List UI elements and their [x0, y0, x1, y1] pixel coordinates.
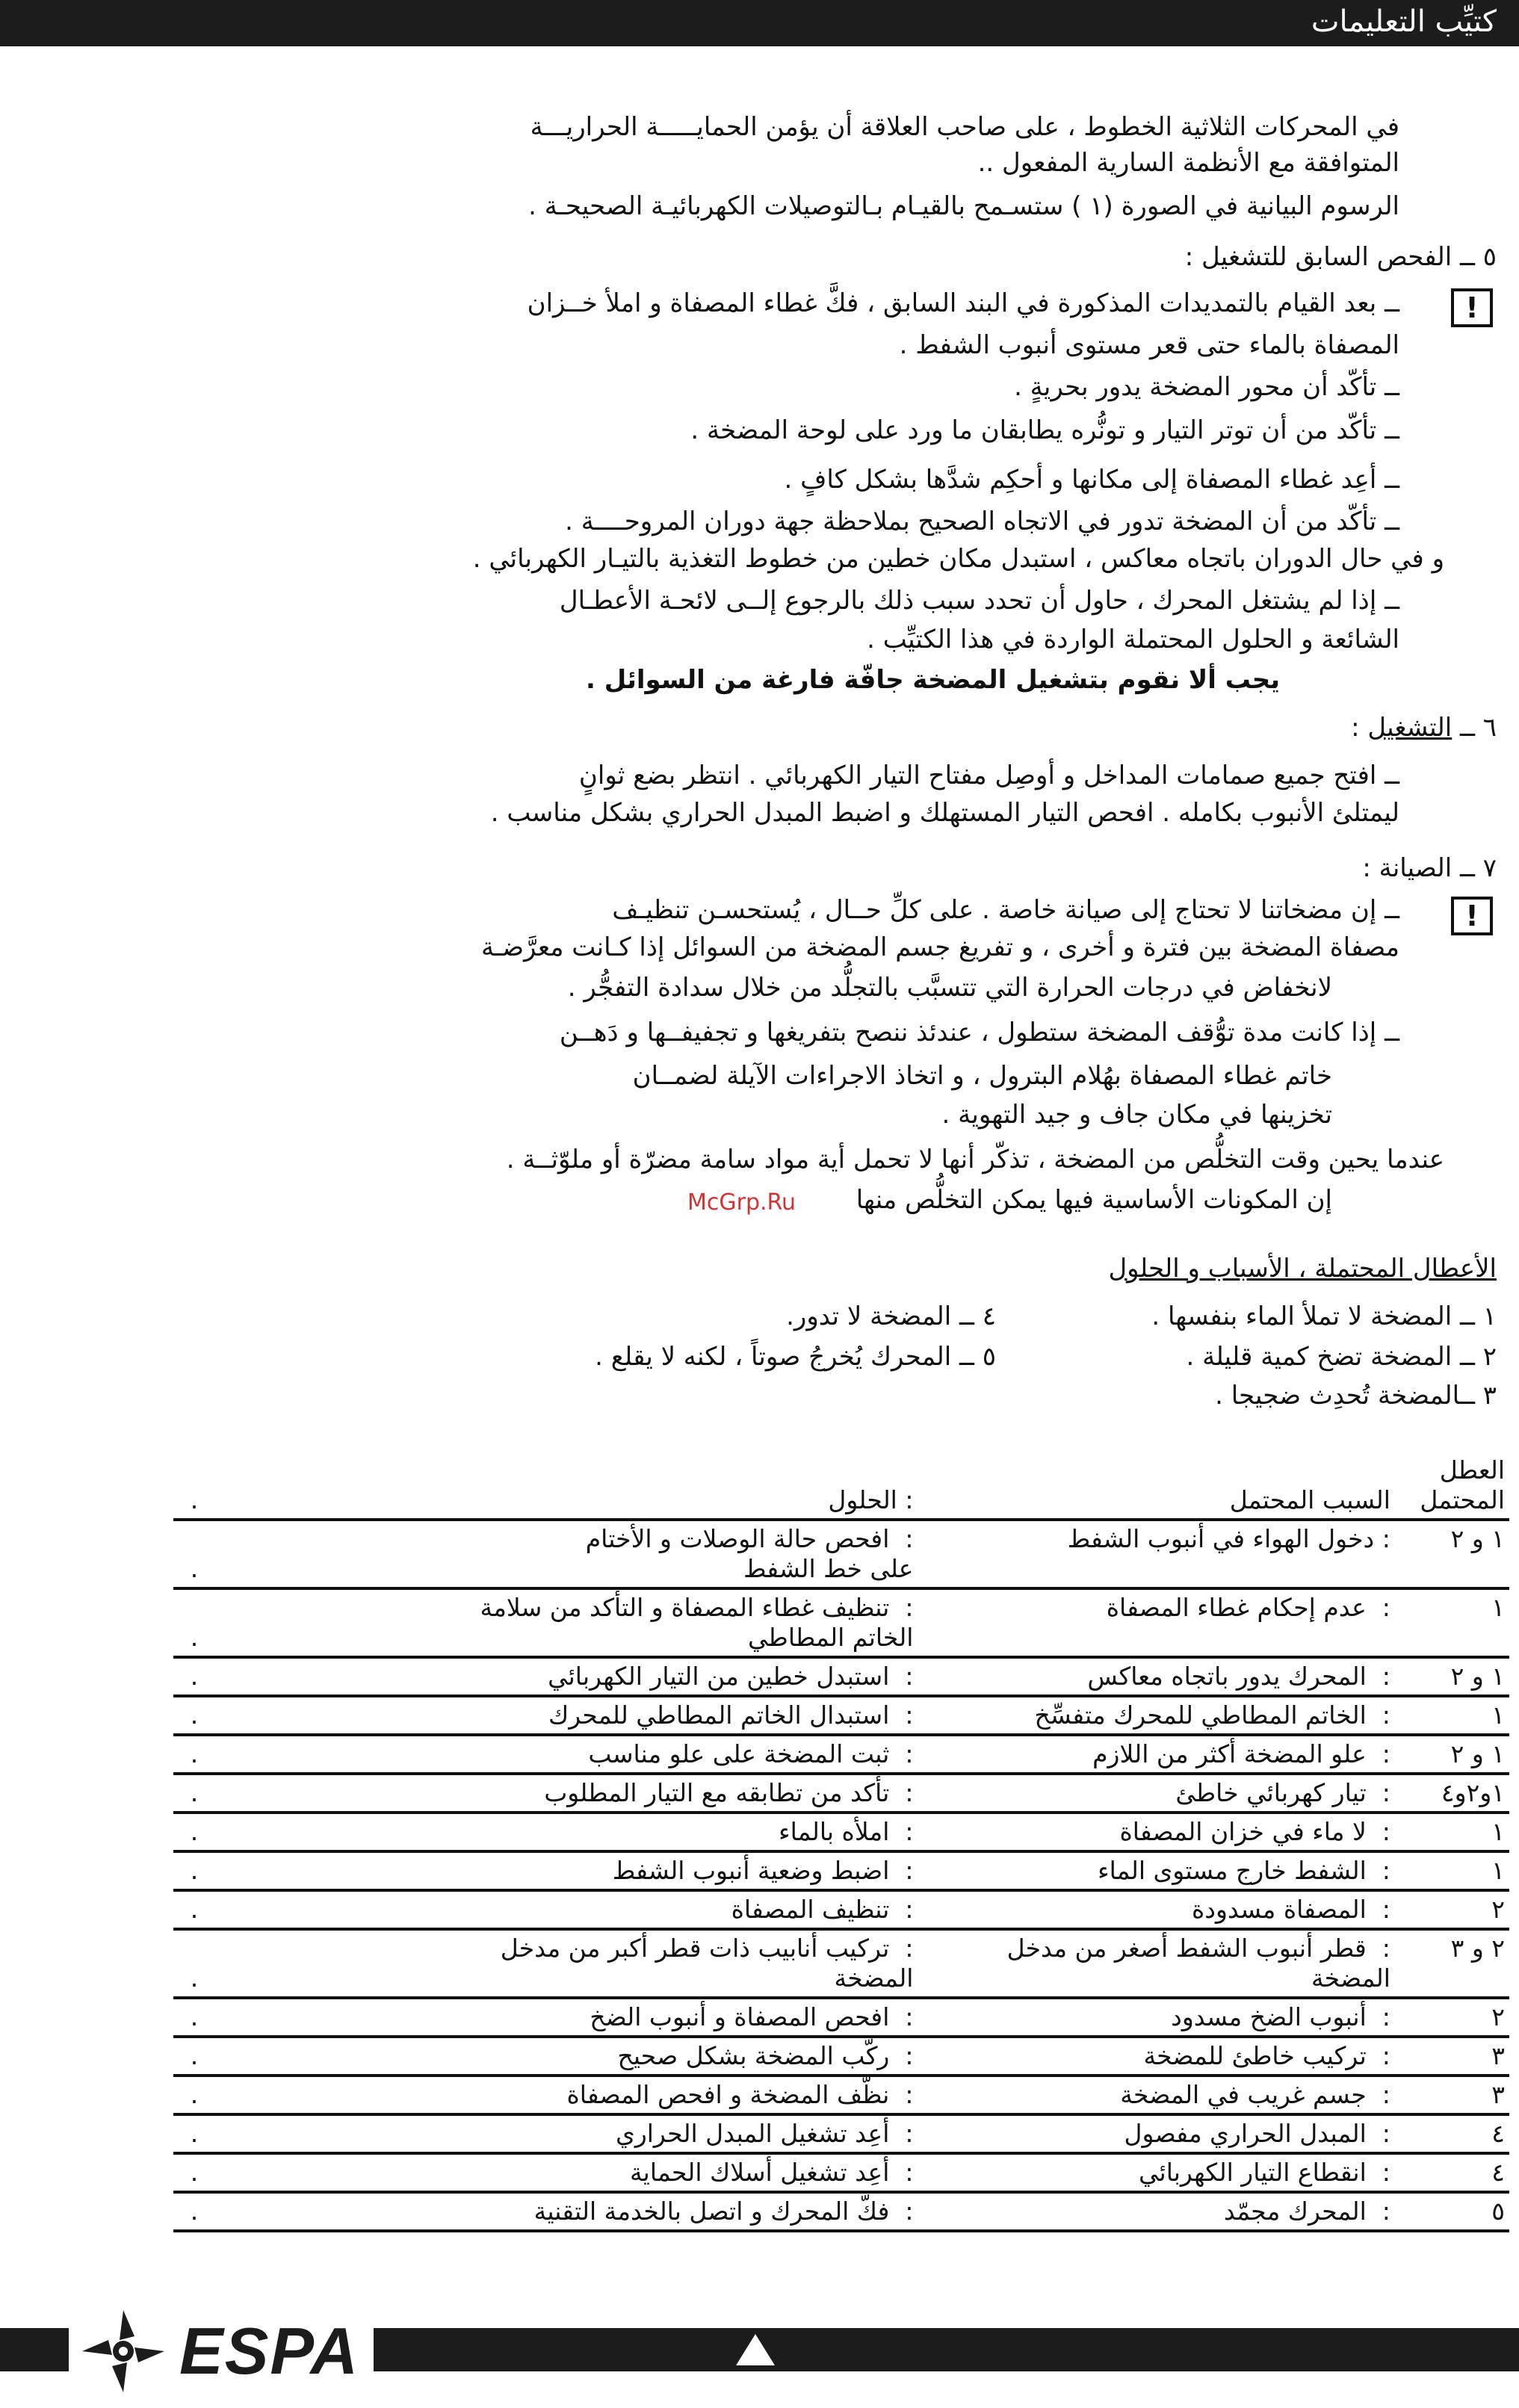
footer-bar-left [0, 2328, 69, 2371]
section6-line-2: ليمتلئ الأنبوب بكامله . افحص التيار المستهلك و اضبط المبدل الحراري بشكل مناسب . [490, 798, 1399, 828]
fault-cell: ١ [1395, 1851, 1509, 1890]
table-row [173, 1735, 1509, 1774]
table-row [173, 1998, 1509, 2037]
dot-cell: . [173, 1735, 215, 1774]
cause-cell: : المحرك مجمّد [918, 2192, 1394, 2231]
section7-line-4: ــ إذا كانت مدة توُّقف المضخة ستطول ، عندئذ ننصح بتفريغها و تجفيفــها و دَهــن [559, 1018, 1399, 1047]
cause-cell: : لا ماء في خزان المصفاة [918, 1813, 1394, 1851]
table-row [173, 1696, 1509, 1735]
section5-line-8: ــ إذا لم يشتغل المحرك ، حاول أن تحدد سبب ذلك بالرجوع إلــى لائحـة الأعطـال [559, 586, 1399, 616]
section5-line-4: ــ تأكّد من أن توتر التيار و تونُّره يطابقان ما ورد على لوحة المضخة . [690, 415, 1399, 445]
header-dot: . [190, 1485, 199, 1514]
cause-cell: : تيار كهربائي خاطئ [918, 1774, 1394, 1813]
cause-cell: : قطر أنبوب الشفط أصغر من مدخل المضخة [918, 1929, 1394, 1998]
faults-table [173, 1452, 1509, 2232]
fault-cell: ٢ و ٣ [1395, 1929, 1509, 1998]
cause-cell: : المبدل الحراري مفصول [918, 2114, 1394, 2153]
solution-cell: : أعِد تشغيل المبدل الحراري [215, 2114, 918, 2153]
section7-title: ٧ ــ الصيانة : [1362, 853, 1497, 883]
faults-title: الأعطال المحتملة ، الأسباب و الحلول [1108, 1254, 1497, 1284]
fault-item-3: ٣ ــالمضخة تُحدِث ضجيجا . [1215, 1381, 1497, 1411]
section5-line-1: ــ بعد القيام بالتمديدات المذكورة في البند السابق ، فكَّ غطاء المصفاة و املأ خــزان [527, 288, 1399, 318]
fault-cell: ١ و ٢ [1395, 1657, 1509, 1696]
dot-cell: . [173, 1657, 215, 1696]
section7-line-5: خاتم غطاء المصفاة بهُلام البترول ، و اتخاذ الاجراءات الآيلة لضمــان [632, 1061, 1332, 1091]
solution-cell: : ثبت المضخة على علو مناسب [215, 1735, 918, 1774]
section7-line-7: عندما يحين وقت التخلُّص من المضخة ، تذكّر أنها لا تحمل أية مواد سامة مضرّة أو ملوّثــة . [506, 1145, 1444, 1174]
section5-line-2: المصفاة بالماء حتى قعر مستوى أنبوب الشفط . [899, 330, 1399, 360]
fault-item-4: ٤ ــ المضخة لا تدور. [786, 1302, 996, 1331]
table-row [173, 1774, 1509, 1813]
fault-cell: ١و٢و٤ [1395, 1774, 1509, 1813]
section6-number: ٦ ــ [1460, 713, 1497, 743]
fault-cell: ٢ [1395, 1890, 1509, 1929]
arrow-up-icon [736, 2334, 775, 2365]
section7-line-3: لانخفاض في درجات الحرارة التي تتسبَّب بالتجلُّد من خلال سدادة التفجُّر . [567, 973, 1332, 1003]
solution-cell: : اضبط وضعية أنبوب الشفط [215, 1851, 918, 1890]
table-row [173, 1929, 1509, 1998]
table-row [173, 1851, 1509, 1890]
section5-line-7: و في حال الدوران باتجاه معاكس ، استبدل مكان خطين من خطوط التغذية بالتيـار الكهربائي . [472, 544, 1444, 574]
fault-item-1: ١ ــ المضخة لا تملأ الماء بنفسها . [1151, 1302, 1497, 1331]
fault-cell: ٣ [1395, 2037, 1509, 2076]
fault-cell: ١ [1395, 1588, 1509, 1657]
cause-cell: : عدم إحكام غطاء المصفاة [918, 1588, 1394, 1657]
table-row [173, 2114, 1509, 2153]
header-solution: : الحلول [828, 1485, 914, 1514]
header-cause: السبب المحتمل [1229, 1485, 1390, 1514]
warning-icon: ! [1451, 897, 1493, 935]
cause-cell: : انقطاع التيار الكهربائي [918, 2153, 1394, 2192]
section6-title [1351, 711, 1497, 744]
section5-line-9: الشائعة و الحلول المحتملة الواردة في هذا الكتيِّب . [867, 625, 1399, 654]
cause-cell: : الخاتم المطاطي للمحرك متفسِّخ [918, 1696, 1394, 1735]
solution-cell: : تنظيف غطاء المصفاة و التأكد من سلامة الخاتم المطاطي [215, 1588, 918, 1657]
table-row [173, 2192, 1509, 2231]
fault-item-2: ٢ ــ المضخة تضخ كمية قليلة . [1186, 1342, 1497, 1372]
dot-cell: . [173, 1998, 215, 2037]
section5-line-6: ــ تأكّد من أن المضخة تدور في الاتجاه الصحيح بملاحظة جهة دوران المروحــــة . [565, 507, 1399, 536]
dot-cell: . [173, 2076, 215, 2114]
solution-cell: : استبدال الخاتم المطاطي للمحرك [215, 1696, 918, 1735]
section7-line-2: مصفاة المضخة بين فترة و أخرى ، و تفريغ جسم المضخة من السوائل إذا كـانت معرَّضـة [481, 932, 1399, 962]
header-title: كتيِّب التعليمات [1311, 4, 1497, 39]
cause-cell: : أنبوب الضخ مسدود [918, 1998, 1394, 2037]
table-header [173, 1452, 1509, 1520]
dot-cell: . [173, 2114, 215, 2153]
solution-cell: : تأكد من تطابقه مع التيار المطلوب [215, 1774, 918, 1813]
dot-cell: . [173, 1929, 215, 1998]
fault-cell: ٤ [1395, 2153, 1509, 2192]
fault-cell: ١ [1395, 1696, 1509, 1735]
table-row [173, 1890, 1509, 1929]
cause-cell: : الشفط خارج مستوى الماء [918, 1851, 1394, 1890]
table-row [173, 1813, 1509, 1851]
solution-cell: : تنظيف المصفاة [215, 1890, 918, 1929]
solution-cell: : فكّ المحرك و اتصل بالخدمة التقنية [215, 2192, 918, 2231]
fault-item-5: ٥ ــ المحرك يُخرجُ صوتاً ، لكنه لا يقلع . [595, 1342, 996, 1372]
dot-cell: . [173, 1696, 215, 1735]
dot-cell: . [173, 1813, 215, 1851]
section5-warning-text: يجب ألا نقوم بتشغيل المضخة جافّة فارغة من السوائل . [585, 665, 1280, 695]
cause-cell: : دخول الهواء في أنبوب الشفط [918, 1520, 1394, 1588]
espa-logo-icon [75, 2303, 172, 2400]
intro-line-3: الرسوم البيانية في الصورة (١ ) ستسـمح بالقيـام بـالتوصيلات الكهربائيـة الصحيحـة . [528, 191, 1399, 221]
section7-line-8: إن المكونات الأساسية فيها يمكن التخلُّص منها [856, 1185, 1332, 1215]
intro-line-1: في المحركات الثلاثية الخطوط ، على صاحب العلاقة أن يؤمن الحمايـــــة الحراريـــة [530, 112, 1399, 142]
cause-cell: : جسم غريب في المضخة [918, 2076, 1394, 2114]
header-fault [1395, 1452, 1509, 1520]
header-fault-line-2: المحتمل [1420, 1485, 1505, 1514]
header-fault-line-1: العطل [1439, 1455, 1505, 1485]
solution-cell: : استبدل خطين من التيار الكهربائي [215, 1657, 918, 1696]
table-row [173, 2076, 1509, 2114]
fault-cell: ٣ [1395, 2076, 1509, 2114]
dot-cell: . [173, 2037, 215, 2076]
cause-cell: : المحرك يدور باتجاه معاكس [918, 1657, 1394, 1696]
fault-cell: ٢ [1395, 1998, 1509, 2037]
fault-cell: ٥ [1395, 2192, 1509, 2231]
dot-cell: . [173, 1520, 215, 1588]
watermark: McGrp.Ru [687, 1189, 796, 1216]
warning-icon: ! [1451, 288, 1493, 327]
section5-line-5: ــ أعِد غطاء المصفاة إلى مكانها و أحكِم شدَّها بشكل كافٍ . [784, 465, 1399, 495]
fault-cell: ١ [1395, 1813, 1509, 1851]
table-row [173, 1588, 1509, 1657]
dot-cell: . [173, 1774, 215, 1813]
table-row [173, 1657, 1509, 1696]
section5-title: ٥ ــ الفحص السابق للتشغيل : [1184, 242, 1497, 272]
section6-colon: : [1351, 713, 1368, 743]
cause-cell: : المصفاة مسدودة [918, 1890, 1394, 1929]
dot-cell: . [173, 2153, 215, 2192]
section5-line-3: ــ تأكّد أن محور المضخة يدور بحريةٍ . [1014, 372, 1399, 402]
solution-cell: : أعِد تشغيل أسلاك الحماية [215, 2153, 918, 2192]
solution-cell: : نظّف المضخة و افحص المصفاة [215, 2076, 918, 2114]
solution-cell: : افحص حالة الوصلات و الأختام على خط الشفط [215, 1520, 918, 1588]
intro-line-2: المتوافقة مع الأنظمة السارية المفعول .. [977, 148, 1399, 178]
dot-cell: . [173, 1851, 215, 1890]
table-row [173, 2037, 1509, 2076]
table-row [173, 1520, 1509, 1588]
solution-cell: : افحص المصفاة و أنبوب الضخ [215, 1998, 918, 2037]
fault-cell: ١ و ٢ [1395, 1735, 1509, 1774]
section7-line-6: تخزينها في مكان جاف و جيد التهوية . [941, 1100, 1332, 1130]
fault-cell: ٤ [1395, 2114, 1509, 2153]
solution-cell: : تركيب أنابيب ذات قطر أكبر من مدخل المضخة [215, 1929, 918, 1998]
cause-cell: : علو المضخة أكثر من اللازم [918, 1735, 1394, 1774]
table-row [173, 2153, 1509, 2192]
cause-cell: : تركيب خاطئ للمضخة [918, 2037, 1394, 2076]
solution-cell: : ركّب المضخة بشكل صحيح [215, 2037, 918, 2076]
dot-cell: . [173, 1588, 215, 1657]
footer-bar-right [374, 2328, 1519, 2371]
fault-cell: ١ و ٢ [1395, 1520, 1509, 1588]
section7-line-1: ــ إن مضخاتنا لا تحتاج إلى صيانة خاصة . على كلِّ حــال ، يُستحسـن تنظيـف [612, 895, 1399, 925]
dot-cell: . [173, 1890, 215, 1929]
brand-name: ESPA [179, 2314, 360, 2388]
dot-cell: . [173, 2192, 215, 2231]
solution-cell: : املأه بالماء [215, 1813, 918, 1851]
header-bar [0, 0, 1519, 46]
section6-line-1: ــ افتح جميع صمامات المداخل و أوصِل مفتاح التيار الكهربائي . انتظر بضع ثوانٍ [578, 761, 1399, 790]
section6-heading: التشغيل [1367, 713, 1453, 743]
